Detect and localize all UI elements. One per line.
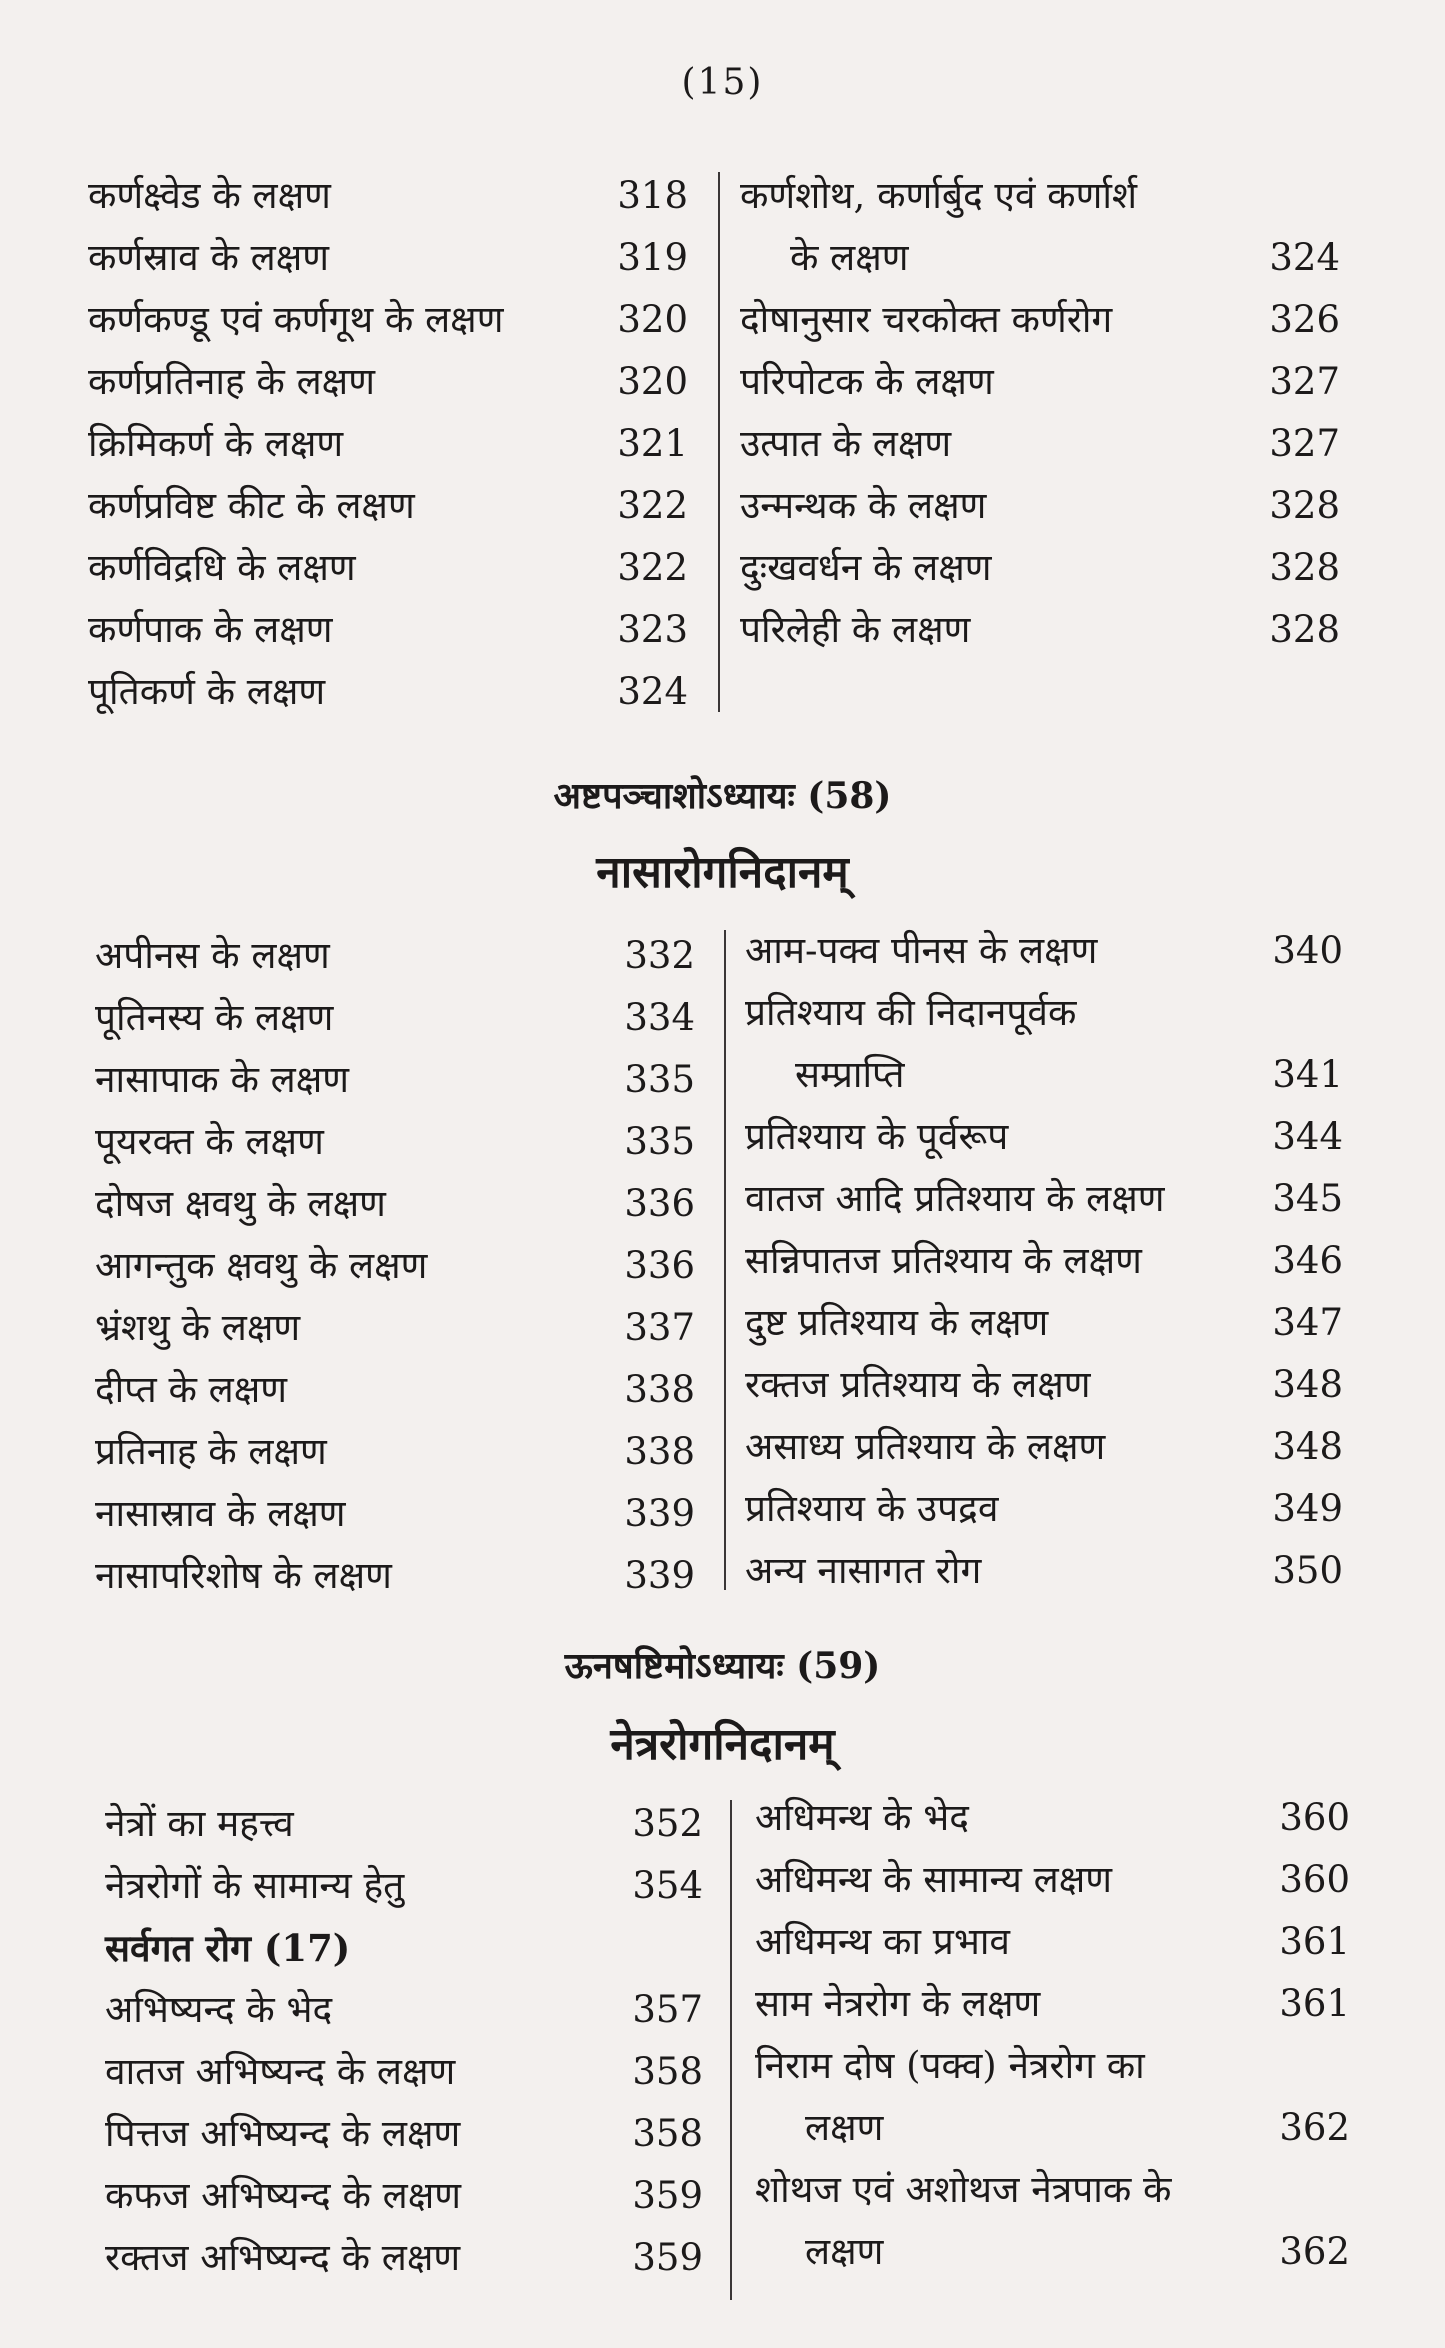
toc-entry-page: 357 (632, 1988, 703, 2031)
toc-entry (95, 1173, 695, 1235)
toc-entry-page: 359 (632, 2236, 703, 2279)
toc-entry (745, 1168, 1343, 1230)
toc-entry-page: 328 (1269, 546, 1340, 589)
chapter-title: नासारोगनिदानम् (596, 847, 849, 898)
toc-entry (740, 413, 1340, 475)
toc-entry-page: 339 (624, 1554, 695, 1597)
toc-entry (745, 1106, 1343, 1168)
toc-entry-title: कर्णप्रविष्ट कीट के लक्षण (88, 484, 415, 527)
toc-entry (755, 1911, 1350, 1973)
toc-entry-page: 346 (1272, 1239, 1343, 1282)
toc-entry-title: पूयरक्त के लक्षण (95, 1120, 324, 1163)
toc-entry (105, 1855, 703, 1917)
page-number: (15) (681, 62, 764, 103)
toc-entry-page: 336 (624, 1182, 695, 1225)
toc-entry-title: उन्मन्थक के लक्षण (740, 484, 987, 527)
toc-entry-page: 322 (617, 484, 688, 527)
toc-entry (95, 1359, 695, 1421)
toc-entry-title: आगन्तुक क्षवथु के लक्षण (95, 1244, 428, 1287)
toc-entry-page: 360 (1279, 1858, 1350, 1901)
toc-entry-page: 348 (1272, 1425, 1343, 1468)
toc-entry-page: 320 (617, 360, 688, 403)
toc-entry-page: 335 (624, 1120, 695, 1163)
toc-entry-title: कफज अभिष्यन्द के लक्षण (105, 2174, 461, 2217)
toc-entry-page: 350 (1272, 1549, 1343, 1592)
toc-entry-title: परिपोटक के लक्षण (740, 360, 994, 403)
toc-entry-title: सर्वगत रोग (17) (105, 1926, 351, 1970)
toc-entry-title: प्रतिश्याय के उपद्रव (745, 1487, 999, 1530)
toc-entry (755, 2159, 1350, 2221)
toc-entry (755, 2097, 1350, 2159)
toc-entry (88, 413, 688, 475)
toc-column-left (105, 1793, 703, 2289)
toc-entry-title: के लक्षण (790, 236, 909, 279)
toc-entry-page: 336 (624, 1244, 695, 1287)
toc-column-left (88, 165, 688, 723)
column-divider (724, 930, 726, 1590)
toc-entry (740, 227, 1340, 289)
toc-entry (740, 351, 1340, 413)
toc-entry-title: दुष्ट प्रतिश्याय के लक्षण (745, 1301, 1049, 1344)
toc-entry-title: पूतिकर्ण के लक्षण (88, 670, 326, 713)
toc-entry-page: 324 (1269, 236, 1340, 279)
toc-entry-page: 337 (624, 1306, 695, 1349)
column-divider (718, 172, 720, 712)
toc-entry-page: 338 (624, 1368, 695, 1411)
toc-entry (105, 2103, 703, 2165)
toc-entry-page: 348 (1272, 1363, 1343, 1406)
toc-entry-title: कर्णविद्रधि के लक्षण (88, 546, 356, 589)
toc-entry (88, 227, 688, 289)
toc-entry-page: 341 (1272, 1053, 1343, 1096)
toc-entry-page: 328 (1269, 484, 1340, 527)
toc-entry-title: दुःखवर्धन के लक्षण (740, 546, 992, 589)
toc-entry (105, 1917, 703, 1979)
toc-entry-page: 361 (1279, 1920, 1350, 1963)
toc-entry-page: 358 (632, 2050, 703, 2093)
toc-entry (745, 1354, 1343, 1416)
toc-entry-page: 352 (632, 1802, 703, 1845)
toc-entry-title: अपीनस के लक्षण (95, 934, 330, 977)
toc-entry (105, 1979, 703, 2041)
toc-column-right (755, 1787, 1350, 2283)
toc-entry-page: 318 (617, 174, 688, 217)
toc-entry (88, 661, 688, 723)
toc-entry (745, 1540, 1343, 1602)
toc-entry (745, 982, 1343, 1044)
column-divider (730, 1800, 732, 2300)
toc-entry (755, 2035, 1350, 2097)
toc-entry-page: 327 (1269, 360, 1340, 403)
toc-entry-page: 334 (624, 996, 695, 1039)
toc-entry-page: 324 (617, 670, 688, 713)
chapter-title: नेत्ररोगनिदानम् (610, 1719, 835, 1770)
toc-entry-title: शोथज एवं अशोथज नेत्रपाक के (755, 2168, 1172, 2211)
toc-entry (95, 1049, 695, 1111)
toc-entry (105, 2165, 703, 2227)
toc-entry-title: नेत्ररोगों के सामान्य हेतु (105, 1864, 405, 1907)
toc-entry-title: आम-पक्व पीनस के लक्षण (745, 929, 1098, 972)
toc-entry-title: नेत्रों का महत्त्व (105, 1802, 294, 1845)
toc-column-right (745, 920, 1343, 1602)
toc-column-right (740, 165, 1340, 661)
toc-entry-title: कर्णपाक के लक्षण (88, 608, 333, 651)
toc-entry (105, 2227, 703, 2289)
toc-entry-page: 362 (1279, 2106, 1350, 2149)
toc-entry (95, 1483, 695, 1545)
toc-entry-title: प्रतिश्याय की निदानपूर्वक (745, 991, 1077, 1034)
toc-entry (95, 1235, 695, 1297)
toc-entry-title: अधिमन्थ का प्रभाव (755, 1920, 1010, 1963)
toc-entry-title: नासापरिशोष के लक्षण (95, 1554, 392, 1597)
toc-entry-title: वातज आदि प्रतिश्याय के लक्षण (745, 1177, 1165, 1220)
toc-entry (95, 1111, 695, 1173)
toc-entry (740, 599, 1340, 661)
toc-entry-title: रक्तज प्रतिश्याय के लक्षण (745, 1363, 1091, 1406)
toc-entry-title: सम्प्राप्ति (795, 1053, 905, 1096)
chapter-heading: अष्टपञ्चाशोऽध्यायः (58) (553, 775, 892, 817)
toc-entry (105, 1793, 703, 1855)
toc-entry-page: 360 (1279, 1796, 1350, 1839)
toc-entry-title: प्रतिश्याय के पूर्वरूप (745, 1115, 1009, 1158)
toc-entry (740, 289, 1340, 351)
toc-entry (740, 165, 1340, 227)
toc-entry-page: 319 (617, 236, 688, 279)
toc-entry-title: कर्णस्राव के लक्षण (88, 236, 330, 279)
toc-entry-page: 326 (1269, 298, 1340, 341)
toc-entry (88, 289, 688, 351)
toc-entry-page: 321 (617, 422, 688, 465)
toc-entry (740, 475, 1340, 537)
toc-entry (95, 1297, 695, 1359)
toc-entry (95, 925, 695, 987)
toc-entry-page: 323 (617, 608, 688, 651)
toc-column-left (95, 925, 695, 1607)
toc-entry (88, 351, 688, 413)
toc-entry (105, 2041, 703, 2103)
toc-entry (95, 1421, 695, 1483)
toc-entry-title: अन्य नासागत रोग (745, 1549, 982, 1592)
toc-entry-title: क्रिमिकर्ण के लक्षण (88, 422, 344, 465)
toc-entry (88, 599, 688, 661)
toc-entry-page: 335 (624, 1058, 695, 1101)
toc-entry-title: साम नेत्ररोग के लक्षण (755, 1982, 1041, 2025)
toc-entry-title: नासास्राव के लक्षण (95, 1492, 346, 1535)
toc-entry-title: सन्निपातज प्रतिश्याय के लक्षण (745, 1239, 1142, 1282)
toc-entry-title: दोषानुसार चरकोक्त कर्णरोग (740, 298, 1113, 341)
toc-entry-page: 320 (617, 298, 688, 341)
toc-entry (755, 1787, 1350, 1849)
toc-entry-page: 322 (617, 546, 688, 589)
toc-entry (755, 2221, 1350, 2283)
toc-entry-page: 338 (624, 1430, 695, 1473)
toc-entry-page: 340 (1272, 929, 1343, 972)
toc-entry-page: 332 (624, 934, 695, 977)
toc-entry-title: अधिमन्थ के भेद (755, 1796, 969, 1839)
toc-entry-page: 354 (632, 1864, 703, 1907)
toc-entry-title: प्रतिनाह के लक्षण (95, 1430, 327, 1473)
toc-entry-title: लक्षण (805, 2106, 884, 2149)
toc-entry-title: उत्पात के लक्षण (740, 422, 952, 465)
toc-entry (755, 1973, 1350, 2035)
toc-entry-title: रक्तज अभिष्यन्द के लक्षण (105, 2236, 461, 2279)
toc-entry-title: पित्तज अभिष्यन्द के लक्षण (105, 2112, 461, 2155)
toc-entry-page: 361 (1279, 1982, 1350, 2025)
toc-entry-title: असाध्य प्रतिश्याय के लक्षण (745, 1425, 1106, 1468)
toc-entry-page: 359 (632, 2174, 703, 2217)
toc-entry-title: नासापाक के लक्षण (95, 1058, 350, 1101)
toc-entry (745, 1044, 1343, 1106)
toc-entry (745, 1292, 1343, 1354)
toc-entry (95, 1545, 695, 1607)
toc-entry (95, 987, 695, 1049)
toc-entry (745, 1416, 1343, 1478)
toc-entry-title: वातज अभिष्यन्द के लक्षण (105, 2050, 456, 2093)
toc-entry-page: 327 (1269, 422, 1340, 465)
toc-entry-title: कर्णप्रतिनाह के लक्षण (88, 360, 375, 403)
toc-entry-title: निराम दोष (पक्व) नेत्ररोग का (755, 2044, 1145, 2087)
toc-entry-page: 362 (1279, 2230, 1350, 2273)
toc-entry-title: कर्णशोथ, कर्णार्बुद एवं कर्णार्श (740, 174, 1138, 217)
toc-entry (745, 920, 1343, 982)
toc-entry-page: 339 (624, 1492, 695, 1535)
toc-entry (88, 475, 688, 537)
toc-entry-title: कर्णकण्डू एवं कर्णगूथ के लक्षण (88, 298, 504, 341)
toc-entry (755, 1849, 1350, 1911)
toc-entry-title: भ्रंशथु के लक्षण (95, 1306, 301, 1349)
toc-entry-title: परिलेही के लक्षण (740, 608, 971, 651)
toc-entry (745, 1230, 1343, 1292)
toc-entry (740, 537, 1340, 599)
toc-entry-page: 358 (632, 2112, 703, 2155)
toc-entry-title: पूतिनस्य के लक्षण (95, 996, 334, 1039)
toc-entry-title: दीप्त के लक्षण (95, 1368, 288, 1411)
toc-entry-title: दोषज क्षवथु के लक्षण (95, 1182, 386, 1225)
toc-entry-page: 349 (1272, 1487, 1343, 1530)
toc-entry (88, 165, 688, 227)
toc-entry (88, 537, 688, 599)
toc-entry-title: लक्षण (805, 2230, 884, 2273)
toc-entry-page: 347 (1272, 1301, 1343, 1344)
toc-entry-title: अधिमन्थ के सामान्य लक्षण (755, 1858, 1112, 1901)
toc-entry-title: अभिष्यन्द के भेद (105, 1988, 333, 2031)
toc-entry-page: 345 (1272, 1177, 1343, 1220)
toc-entry-page: 328 (1269, 608, 1340, 651)
toc-entry (745, 1478, 1343, 1540)
toc-entry-title: कर्णक्ष्वेड के लक्षण (88, 174, 331, 217)
toc-entry-page: 344 (1272, 1115, 1343, 1158)
chapter-heading: ऊनषष्टिमोऽध्यायः (59) (564, 1645, 881, 1687)
